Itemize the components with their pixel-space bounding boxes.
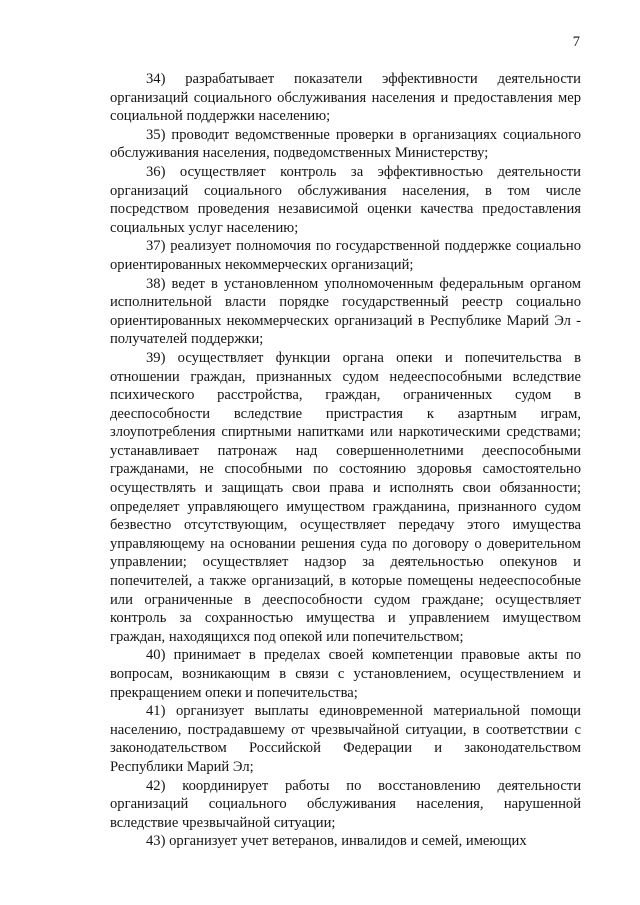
- page-number: 7: [572, 34, 580, 50]
- clause-34: 34) разрабатывает показатели эффективности деятельности организаций социального обслуживания населения и предоставления мер социальной поддержки населению;: [110, 71, 581, 125]
- clause-39: 39) осуществляет функции органа опеки и попечительства в отношении граждан, признанных судом недееспособными вследствие психического расстройства, граждан, ограниченных судом в дееспособности вследствие пристрастия к азартным играм, злоупотребления спиртными напитками или наркотическими средствами; устанавливает патронаж над совершеннолетними дееспособными гражданами, не способными по состоянию здоровья самостоятельно осуществлять и защищать свои права и исполнять свои обязанности; определяет управляющего имуществом гражданина, признанного судом безвестно отсутствующим, осуществляет передачу этого имущества управляющему на основании решения суда по договору о доверительном управлении; осуществляет надзор за деятельностью опекунов и попечителей, а также организаций, в которые помещены недееспособные или ограниченные в дееспособности судом граждане; осуществляет контроль за сохранностью имущества и управлением имуществом граждан, находящихся под опекой или попечительством;: [110, 349, 581, 645]
- clause-42: 42) координирует работы по восстановлению деятельности организаций социального обслуживания населения, нарушенной вследствие чрезвычайной ситуации;: [110, 777, 581, 831]
- clause-38: 38) ведет в установленном уполномоченным федеральным органом исполнительной власти порядке государственный реестр социально ориентированных некоммерческих организаций в Республике Марий Эл - получателей поддержки;: [110, 275, 581, 348]
- clause-37: 37) реализует полномочия по государственной поддержке социально ориентированных некоммерческих организаций;: [110, 238, 581, 273]
- clause-36: 36) осуществляет контроль за эффективностью деятельности организаций социального обслуживания населения, в том числе посредством проведения независимой оценки качества предоставления социальных услуг населению;: [110, 163, 581, 236]
- document-body: [110, 70, 581, 851]
- clause-41: 41) организует выплаты единовременной материальной помощи населению, пострадавшему от чрезвычайной ситуации, в соответствии с законодательством Российской Федерации и законодательством Республики Марий Эл;: [110, 703, 581, 775]
- clause-40: 40) принимает в пределах своей компетенции правовые акты по вопросам, возникающим в связи с установлением, осуществлением и прекращением опеки и попечительства;: [110, 647, 581, 701]
- clause-35: 35) проводит ведомственные проверки в организациях социального обслуживания населения, подведомственных Министерству;: [110, 126, 581, 162]
- clause-43: 43) организует учет ветеранов, инвалидов и семей, имеющих: [146, 833, 527, 850]
